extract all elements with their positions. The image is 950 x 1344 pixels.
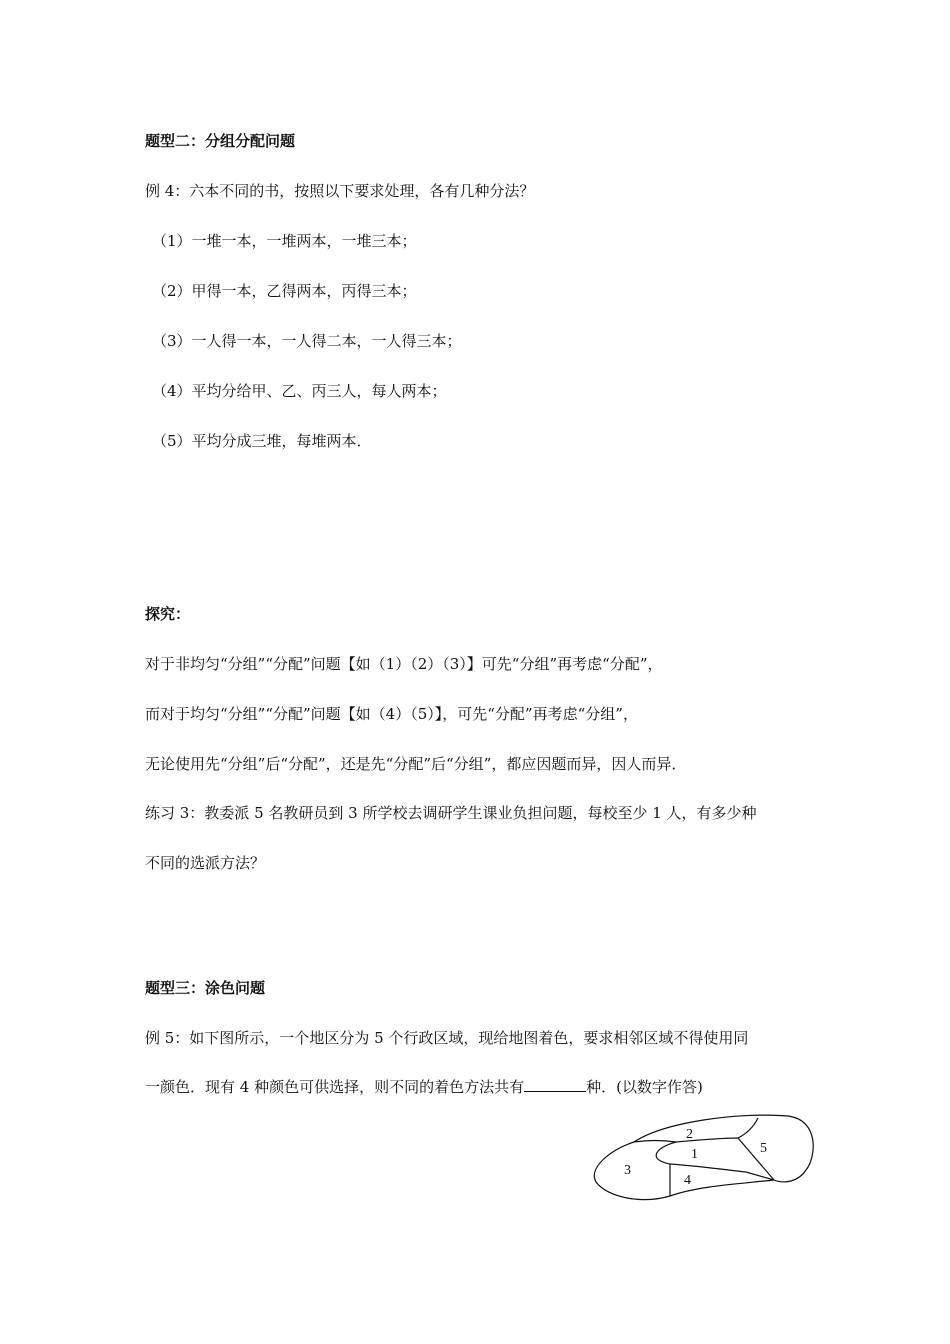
map-outer-boundary <box>594 1115 813 1199</box>
explore-line-2: 而对于均匀“分组”“分配”问题【如（4）（5）】，可先“分配”再考虑“分组”， <box>145 705 638 723</box>
explore-heading: 探究： <box>145 605 191 623</box>
map-label-5: 5 <box>760 1141 767 1156</box>
example4-stem: 例 4：六本不同的书，按照以下要求处理，各有几种分法？ <box>145 182 535 200</box>
example5-line-2-after: 种．(以数字作答) <box>586 1078 703 1096</box>
explore-line-1: 对于非均匀“分组”“分配”问题【如（1）（2）（3）】可先“分组”再考虑“分配”， <box>145 655 663 673</box>
section2-heading: 题型二：分组分配问题 <box>145 132 296 150</box>
map-label-4: 4 <box>684 1173 691 1188</box>
example4-item-5: （5）平均分成三堆，每堆两本． <box>152 432 372 450</box>
map-label-2: 2 <box>686 1127 693 1142</box>
example5-line-1: 例 5：如下图所示，一个地区分为 5 个行政区域，现给地图着色，要求相邻区域不得使用同 <box>145 1029 749 1047</box>
example4-item-4: （4）平均分给甲、乙、丙三人，每人两本； <box>152 382 447 400</box>
map-border-1-5 <box>738 1138 774 1180</box>
example4-item-3: （3）一人得一本，一人得二本，一人得三本； <box>152 332 462 350</box>
map-label-1: 1 <box>691 1147 698 1162</box>
example4-item-1: （1）一堆一本，一堆两本，一堆三本； <box>152 232 417 250</box>
map-border-2-3 <box>634 1141 676 1143</box>
answer-blank <box>524 1077 586 1092</box>
practice3-line-2: 不同的选派方法？ <box>145 854 266 872</box>
section3-heading: 题型三：涂色问题 <box>145 979 266 997</box>
map-border-1-3 <box>656 1142 676 1164</box>
map-border-2-5 <box>738 1118 758 1138</box>
explore-line-3: 无论使用先“分组”后“分配”，还是先“分配”后“分组”，都应因题而异，因人而异． <box>145 755 687 773</box>
example4-item-2: （2）甲得一本，乙得两本，丙得三本； <box>152 282 417 300</box>
map-border-1-4 <box>670 1164 746 1172</box>
region-map-diagram <box>588 1110 816 1206</box>
map-label-3: 3 <box>624 1163 631 1178</box>
practice3-line-1: 练习 3：教委派 5 名教研员到 3 所学校去调研学生课业负担问题，每校至少 1 人，有多少种 <box>145 804 757 822</box>
example5-line-2-before: 一颜色．现有 4 种颜色可供选择，则不同的着色方法共有 <box>145 1078 525 1096</box>
example5-line-2 <box>145 1077 703 1097</box>
